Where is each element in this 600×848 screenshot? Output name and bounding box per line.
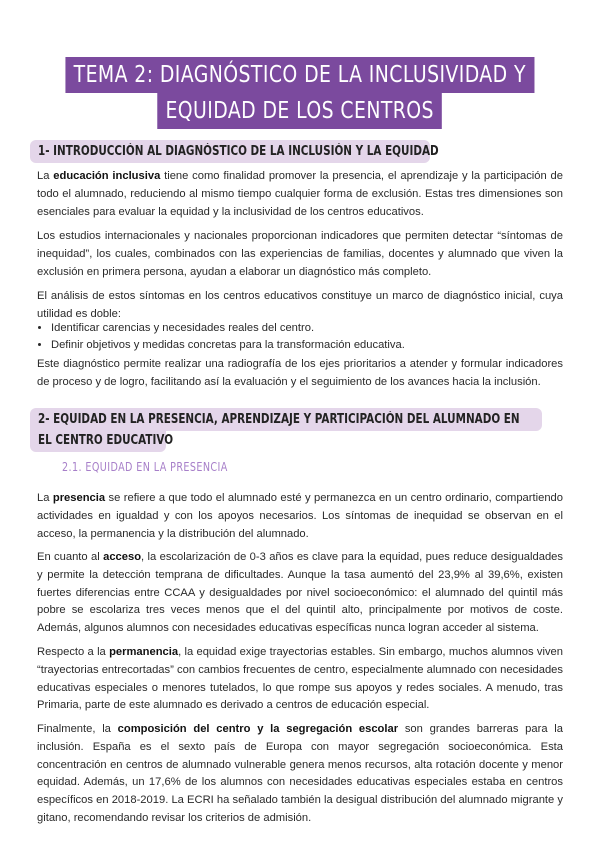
list-item: • Identificar carencias y necesidades reales del centro. xyxy=(51,320,405,337)
paragraph xyxy=(37,490,563,543)
bold-term: composición del centro y la segregación escolar xyxy=(117,723,399,735)
bold-term: educación inclusiva xyxy=(53,170,161,182)
paragraph: El análisis de estos síntomas en los centros educativos constituye un marco de diagnóstico inicial, cuya utilidad es doble: xyxy=(37,290,563,320)
paragraph xyxy=(37,549,563,638)
bullet-list xyxy=(37,320,405,354)
paragraph xyxy=(37,721,563,828)
paragraph xyxy=(37,168,563,221)
heading-text: EL CENTRO EDUCATIVO xyxy=(38,433,174,448)
list-item: • Definir objetivos y medidas concretas para la transformación educativa. xyxy=(51,337,405,354)
bold-term: permanencia xyxy=(109,646,179,658)
section-1-heading xyxy=(30,140,439,163)
text: Finalmente, la xyxy=(37,723,118,735)
text: , la equidad exige trayectorias estables. Sin embargo, muchos alumnos viven “trayectorias entrecortadas” con cambios frecuentes de centro, especialmente alumnado con necesidades educativas especiales o menores tutelados, lo que rompe sus apoyos y redes sociales. A menudo, tras Primaria, parte de este alumnado es derivado a centros de educación especial. xyxy=(37,646,563,712)
title-line-1: TEMA 2: DIAGNÓSTICO DE LA INCLUSIVIDAD Y xyxy=(66,57,535,93)
document-title xyxy=(0,57,600,129)
section-2-heading-line-2 xyxy=(30,429,174,452)
section-2-heading xyxy=(30,408,542,431)
text: tiene como finalidad promover la presencia, el aprendizaje y la participación de todo el alumnado, reduciendo al mismo tiempo cualquier forma de exclusión. Estas tres dimensiones son esenciales para evaluar la equidad y la inclusividad de los centros educativos. xyxy=(37,170,563,218)
text: son grandes barreras para la inclusión. España es el sexto país de Europa con mayor segregación socioeconómica. Esta concentración en centros de alumnado vulnerable genera menos recursos, alta rotación docente y menor equidad. Además, un 17,6% de los alumnos con necesidades educativas especiales estaba en centros específicos en 2018-2019. La ECRI ha señalado también la desigual distribución del alumnado migrante y gitano, recomendando revisar los criterios de admisión. xyxy=(37,723,563,824)
text: La xyxy=(37,492,53,504)
title-line-2: EQUIDAD DE LOS CENTROS xyxy=(158,93,443,129)
text: , la escolarización de 0-3 años es clave para la equidad, pues reduce desigualdades y permite la detección temprana de dificultades. Aunque la tasa aumentó del 23,9% al 39,6%, existen fuertes diferencias entre CCAA y desigualdades por nivel socioeconómico: el alumnado del quintil más pobre se escolariza tres veces menos que el del quintil alto, principalmente por motivos de coste. Además, algunos alumnos con necesidades educativas específicas nunca logran acceder al sistema. xyxy=(37,551,563,635)
paragraph xyxy=(37,644,563,715)
bold-term: presencia xyxy=(52,492,106,504)
paragraph: Los estudios internacionales y nacionales proporcionan indicadores que permiten detectar “síntomas de inequidad”, los cuales, combinados con las experiencias de familias, docentes y alumnado que viven la exclusión en primera persona, ayudan a elaborar un diagnóstico más completo. xyxy=(37,230,563,278)
text: se refiere a que todo el alumnado esté y permanezca en un centro ordinario, compartiendo actividades en igualdad y con los apoyos necesarios. Los síntomas de inequidad se observan en el acceso, la permanencia y la distribución del alumnado. xyxy=(37,492,563,540)
bold-term: acceso xyxy=(103,551,142,563)
heading-text: 1- INTRODUCCIÓN AL DIAGNÓSTICO DE LA INCLUSIÓN Y LA EQUIDAD xyxy=(38,144,439,159)
text: Respecto a la xyxy=(37,646,110,658)
text: En cuanto al xyxy=(37,551,104,563)
text: La xyxy=(37,170,54,182)
paragraph: Este diagnóstico permite realizar una radiografía de los ejes prioritarios a atender y formular indicadores de proceso y de logro, facilitando así la evaluación y el seguimiento de los avances hacia la inclusión. xyxy=(37,358,563,388)
subsection-heading: 2.1. EQUIDAD EN LA PRESENCIA xyxy=(62,460,228,474)
heading-text: 2- EQUIDAD EN LA PRESENCIA, APRENDIZAJE Y PARTICIPACIÓN DEL ALUMNADO EN xyxy=(38,412,520,427)
